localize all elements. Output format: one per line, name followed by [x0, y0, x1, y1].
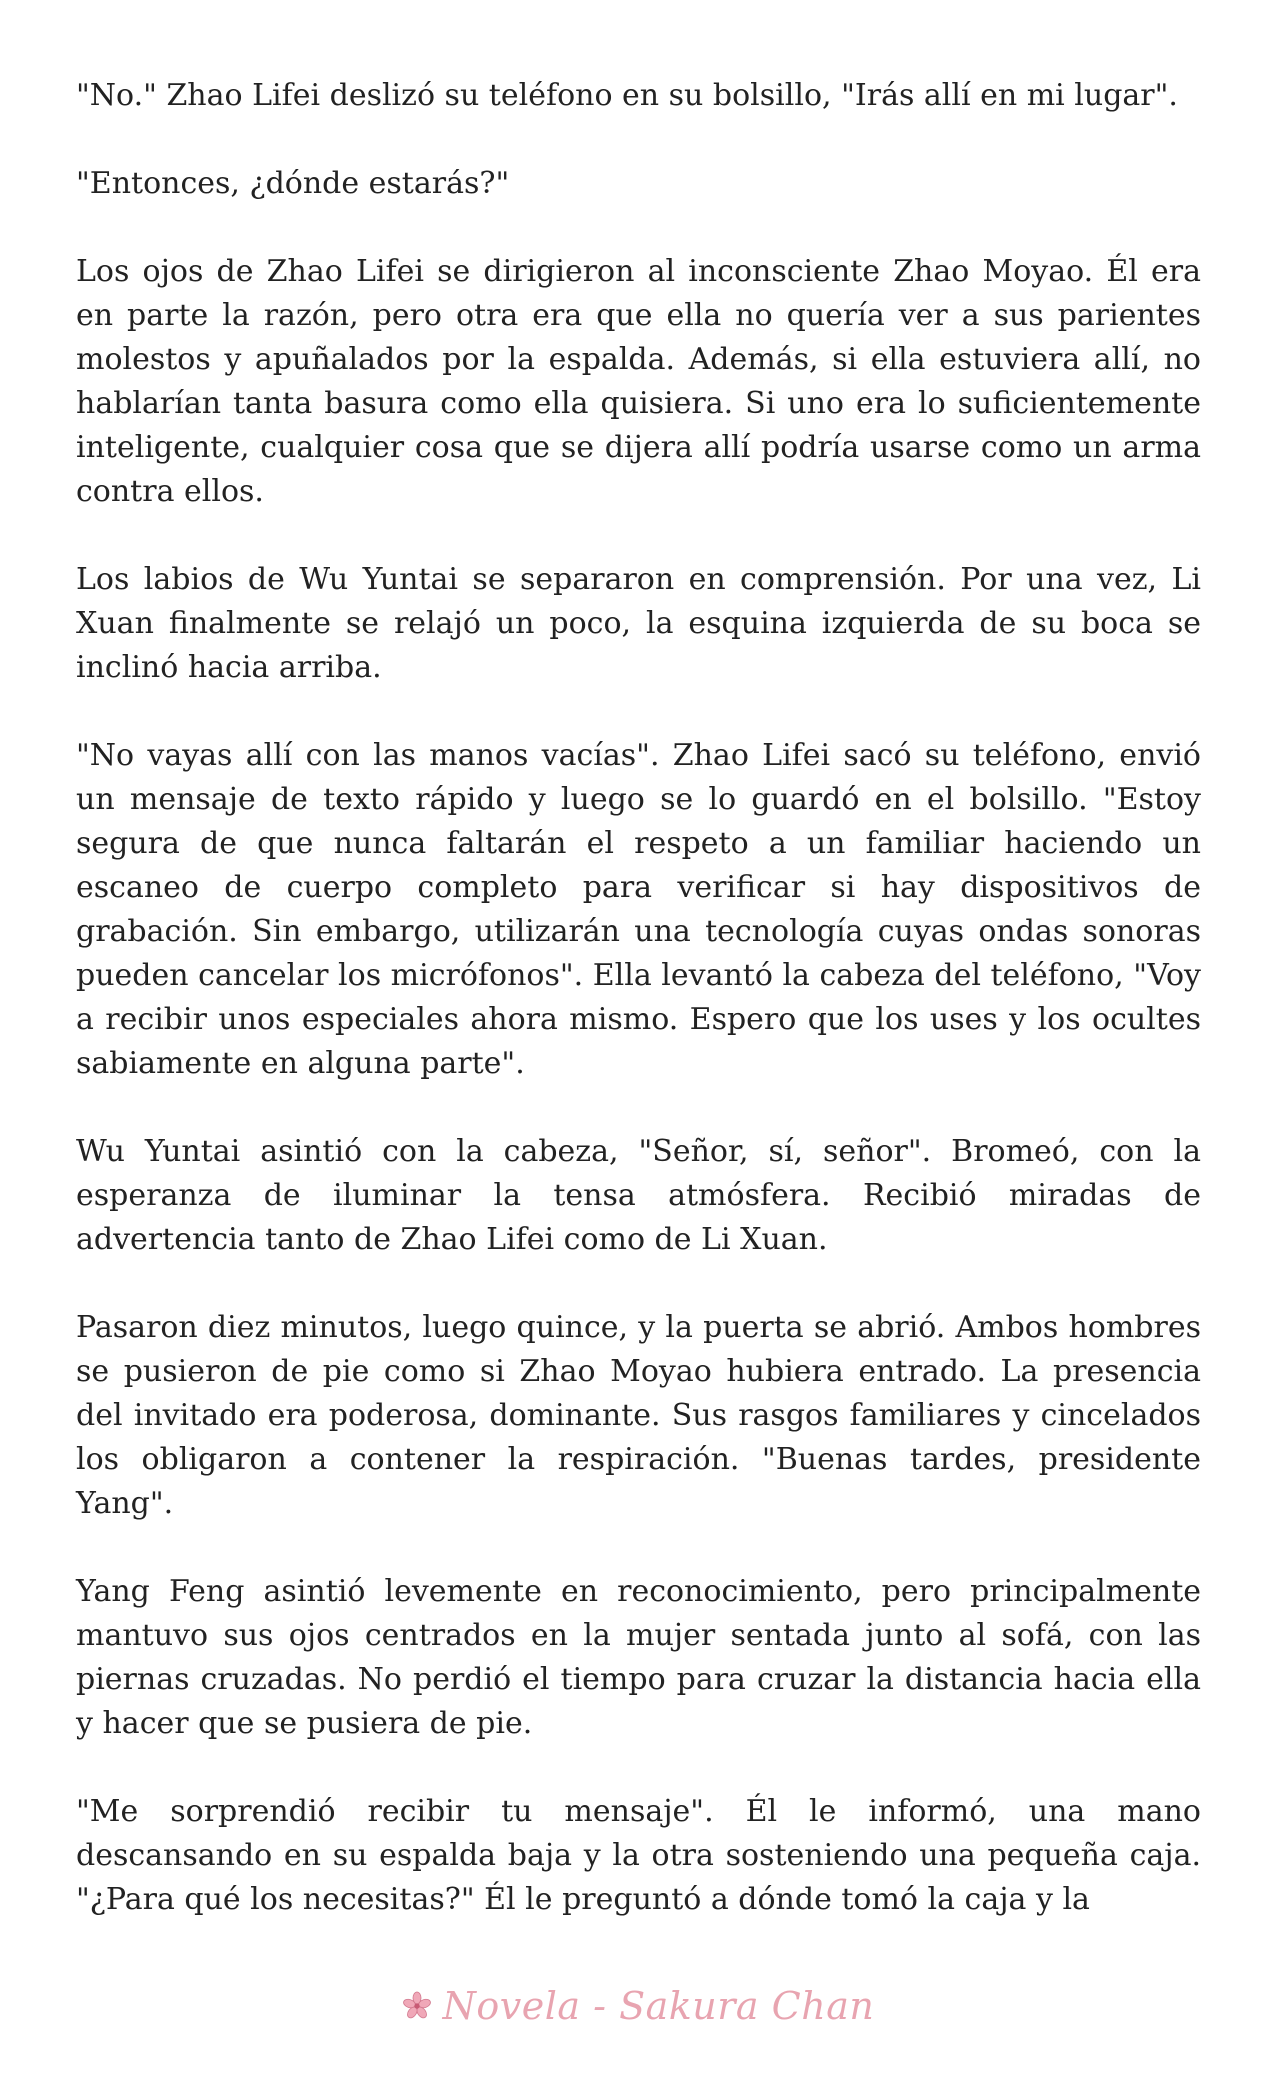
- paragraph-1: "No." Zhao Lifei deslizó su teléfono en su bolsillo, "Irás allí en mi lugar".: [76, 78, 1178, 113]
- paragraph-4: Los labios de Wu Yuntai se separaron en comprensión. Por una vez, Li Xuan finalmente se relajó un poco, la esquina izquierda de su boca se inclinó hacia arriba.: [76, 562, 1201, 685]
- sakura-flower-icon: [401, 1990, 433, 2022]
- paragraph-2: "Entonces, ¿dónde estarás?": [76, 166, 510, 201]
- watermark-text: Novela - Sakura Chan: [442, 1984, 875, 2028]
- document-body: [76, 74, 1201, 1922]
- paragraph-9: "Me sorprendió recibir tu mensaje". Él le informó, una mano descansando en su espalda baja y la otra sosteniendo una pequeña caja. "¿Para qué los necesitas?" Él le preguntó a dónde tomó la caja y la: [76, 1794, 1201, 1917]
- watermark: [0, 1978, 1275, 2034]
- paragraph-6: Wu Yuntai asintió con la cabeza, "Señor, sí, señor". Bromeó, con la esperanza de iluminar la tensa atmósfera. Recibió miradas de advertencia tanto de Zhao Lifei como de Li Xuan.: [76, 1134, 1201, 1257]
- paragraph-5: "No vayas allí con las manos vacías". Zhao Lifei sacó su teléfono, envió un mensaje de texto rápido y luego se lo guardó en el bolsillo. "Estoy segura de que nunca faltarán el respeto a un familiar haciendo un escaneo de cuerpo completo para verificar si hay dispositivos de grabación. Sin embargo, utilizarán una tecnología cuyas ondas sonoras pueden cancelar los micrófonos". Ella levantó la cabeza del teléfono, "Voy a recibir unos especiales ahora mismo. Espero que los uses y los ocultes sabiamente en alguna parte".: [76, 738, 1201, 1081]
- paragraph-8: Yang Feng asintió levemente en reconocimiento, pero principalmente mantuvo sus ojos centrados en la mujer sentada junto al sofá, con las piernas cruzadas. No perdió el tiempo para cruzar la distancia hacia ella y hacer que se pusiera de pie.: [76, 1574, 1201, 1741]
- paragraph-7: Pasaron diez minutos, luego quince, y la puerta se abrió. Ambos hombres se pusieron de pie como si Zhao Moyao hubiera entrado. La presencia del invitado era poderosa, dominante. Sus rasgos familiares y cincelados los obligaron a contener la respiración. "Buenas tardes, presidente Yang".: [76, 1310, 1201, 1521]
- paragraph-3: Los ojos de Zhao Lifei se dirigieron al inconsciente Zhao Moyao. Él era en parte la razón, pero otra era que ella no quería ver a sus parientes molestos y apuñalados por la espalda. Además, si ella estuviera allí, no hablarían tanta basura como ella quisiera. Si uno era lo suficientemente inteligente, cualquier cosa que se dijera allí podría usarse como un arma contra ellos.: [76, 254, 1201, 509]
